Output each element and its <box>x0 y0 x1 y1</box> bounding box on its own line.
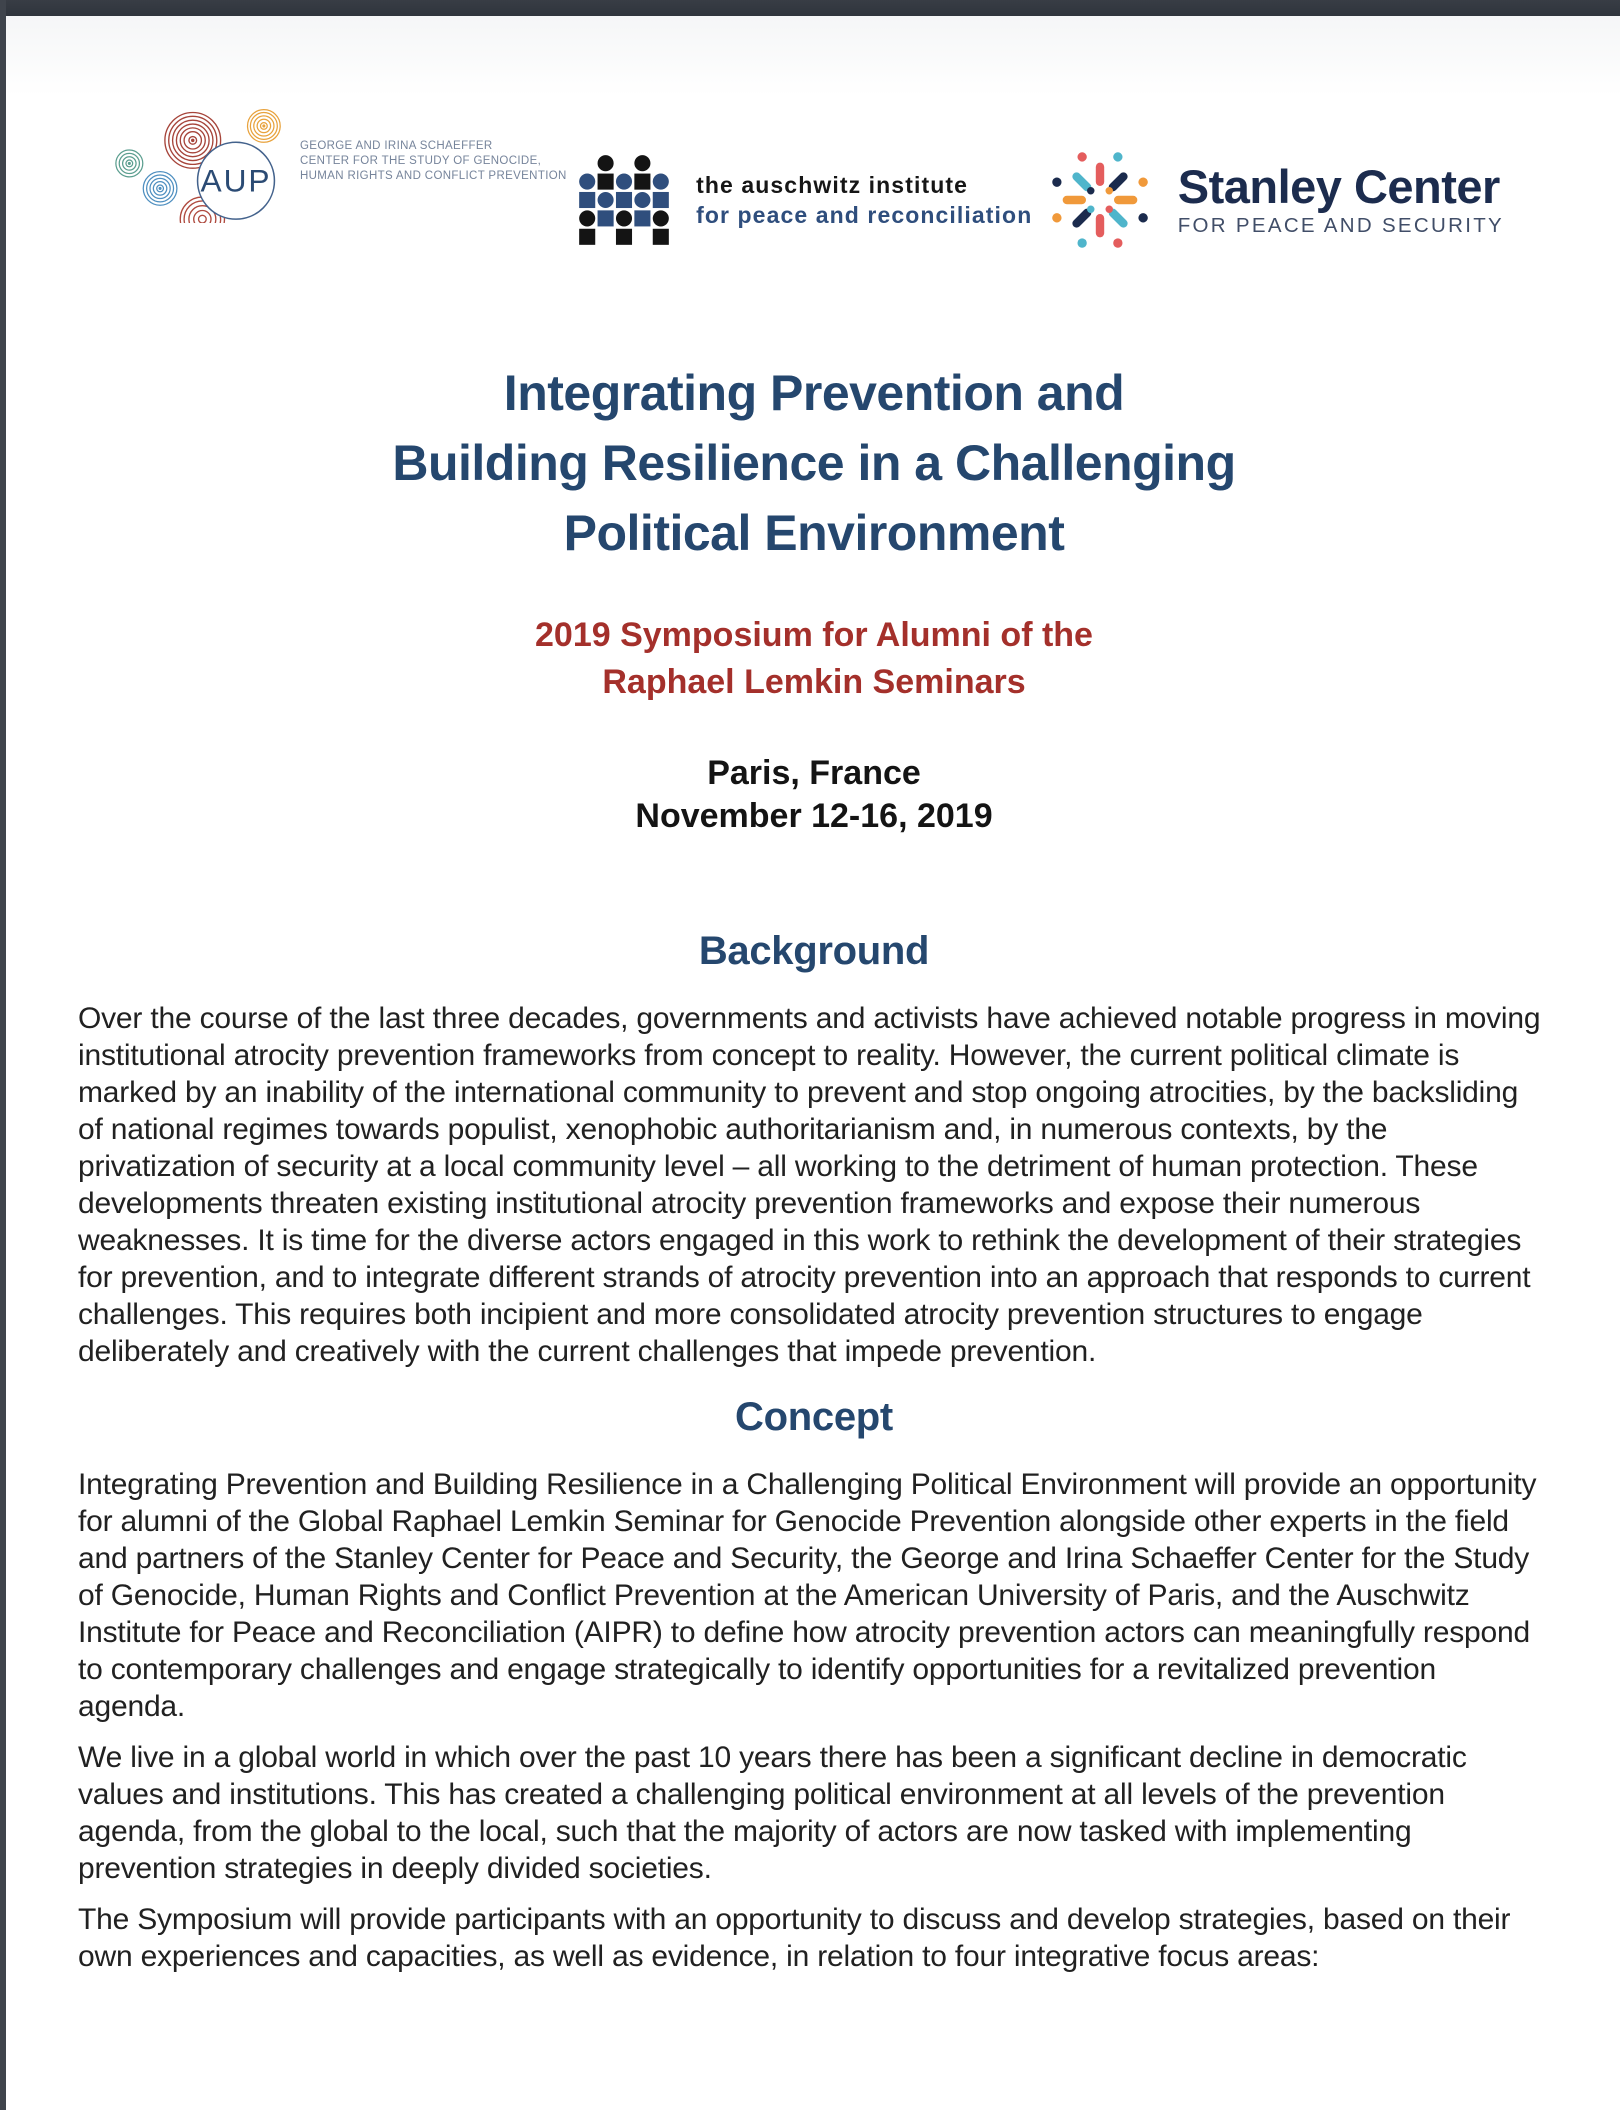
auschwitz-institute-name <box>696 170 1032 230</box>
title-line-1: Integrating Prevention and <box>503 365 1125 421</box>
title-line-2: Building Resilience in a Challenging <box>392 435 1236 491</box>
document-page <box>6 16 1620 2110</box>
viewer-top-bar <box>0 0 1620 16</box>
symposium-subtitle <box>78 612 1550 706</box>
background-paragraph-1: Over the course of the last three decades, governments and activists have achieved notable progress in moving institutional atrocity prevention frameworks from concept to reality. However, the current political climate is marked by an inability of the international community to prevent and stop ongoing atrocities, by the backsliding of national regimes towards populist, xenophobic authoritarianism and, in numerous contexts, by the privatization of security at a local community level – all working to the detriment of human protection. These developments threaten existing institutional atrocity prevention frameworks and expose their numerous weaknesses. It is time for the diverse actors engaged in this work to rethink the development of their strategies for prevention, and to integrate different strands of atrocity prevention into an approach that responds to current challenges. This requires both incipient and more consolidated atrocity prevention structures to engage deliberately and creatively with the current challenges that impede prevention. <box>78 1002 1541 1368</box>
event-location: Paris, France <box>707 754 921 792</box>
aup-org-name <box>300 139 567 184</box>
aup-org-line-1: GEORGE AND IRINA SCHAEFFER <box>300 140 493 152</box>
aup-org-line-3: HUMAN RIGHTS AND CONFLICT PREVENTION <box>300 170 567 182</box>
logo-header <box>78 100 1550 238</box>
concept-paragraph-2: We live in a global world in which over the past 10 years there has been a significant decline in democratic values and institutions. This has created a challenging political environment at all levels of the prevention agenda, from the global to the local, such that the majority of actors are now tasked with implementing prevention strategies in deeply divided societies. <box>78 1741 1467 1885</box>
auschwitz-institute-logo <box>578 154 1032 246</box>
auschwitz-name-line-1: the auschwitz institute <box>696 172 969 198</box>
viewer-left-edge <box>0 0 6 2110</box>
concept-paragraph-3: The Symposium will provide participants with an opportunity to discuss and develop strategies, based on their own experiences and capacities, as well as evidence, in relation to four integrative focus areas: <box>78 1903 1511 1973</box>
title-line-3: Political Environment <box>563 505 1065 561</box>
event-dates: November 12-16, 2019 <box>635 797 993 835</box>
subtitle-line-1: 2019 Symposium for Alumni of the <box>535 616 1093 654</box>
aup-schaeffer-center-logo <box>110 100 567 223</box>
stanley-center-name-block <box>1177 159 1504 238</box>
section-heading-concept: Concept <box>735 1395 893 1439</box>
section-heading-background: Background <box>698 929 930 973</box>
aup-concentric-circles-icon <box>110 100 288 223</box>
concept-paragraph-1: Integrating Prevention and Building Resilience in a Challenging Political Environment will provide an opportunity for alumni of the Global Raphael Lemkin Seminar for Genocide Prevention alongside other experts in the field and partners of the Stanley Center for Peace and Security, the George and Irina Schaeffer Center for the Study of Genocide, Human Rights and Conflict Prevention at the American University of Paris, and the Auschwitz Institute for Peace and Reconciliation (AIPR) to define how atrocity prevention actors can meaningfully respond to contemporary challenges and engage strategically to identify opportunities for a revitalized prevention agenda. <box>78 1468 1537 1723</box>
stanley-center-logo <box>1044 144 1504 256</box>
stanley-center-tagline: FOR PEACE AND SECURITY <box>1177 214 1504 238</box>
subtitle-line-2: Raphael Lemkin Seminars <box>602 663 1026 701</box>
auschwitz-institute-grid-icon <box>578 154 670 246</box>
aup-org-line-2: CENTER FOR THE STUDY OF GENOCIDE, <box>300 155 542 167</box>
auschwitz-name-line-2: for peace and reconciliation <box>696 202 1033 228</box>
aup-acronym: AUP <box>200 162 272 199</box>
stanley-center-starburst-icon <box>1044 144 1156 256</box>
document-title <box>78 358 1550 568</box>
stanley-center-name: Stanley Center <box>1177 159 1500 213</box>
